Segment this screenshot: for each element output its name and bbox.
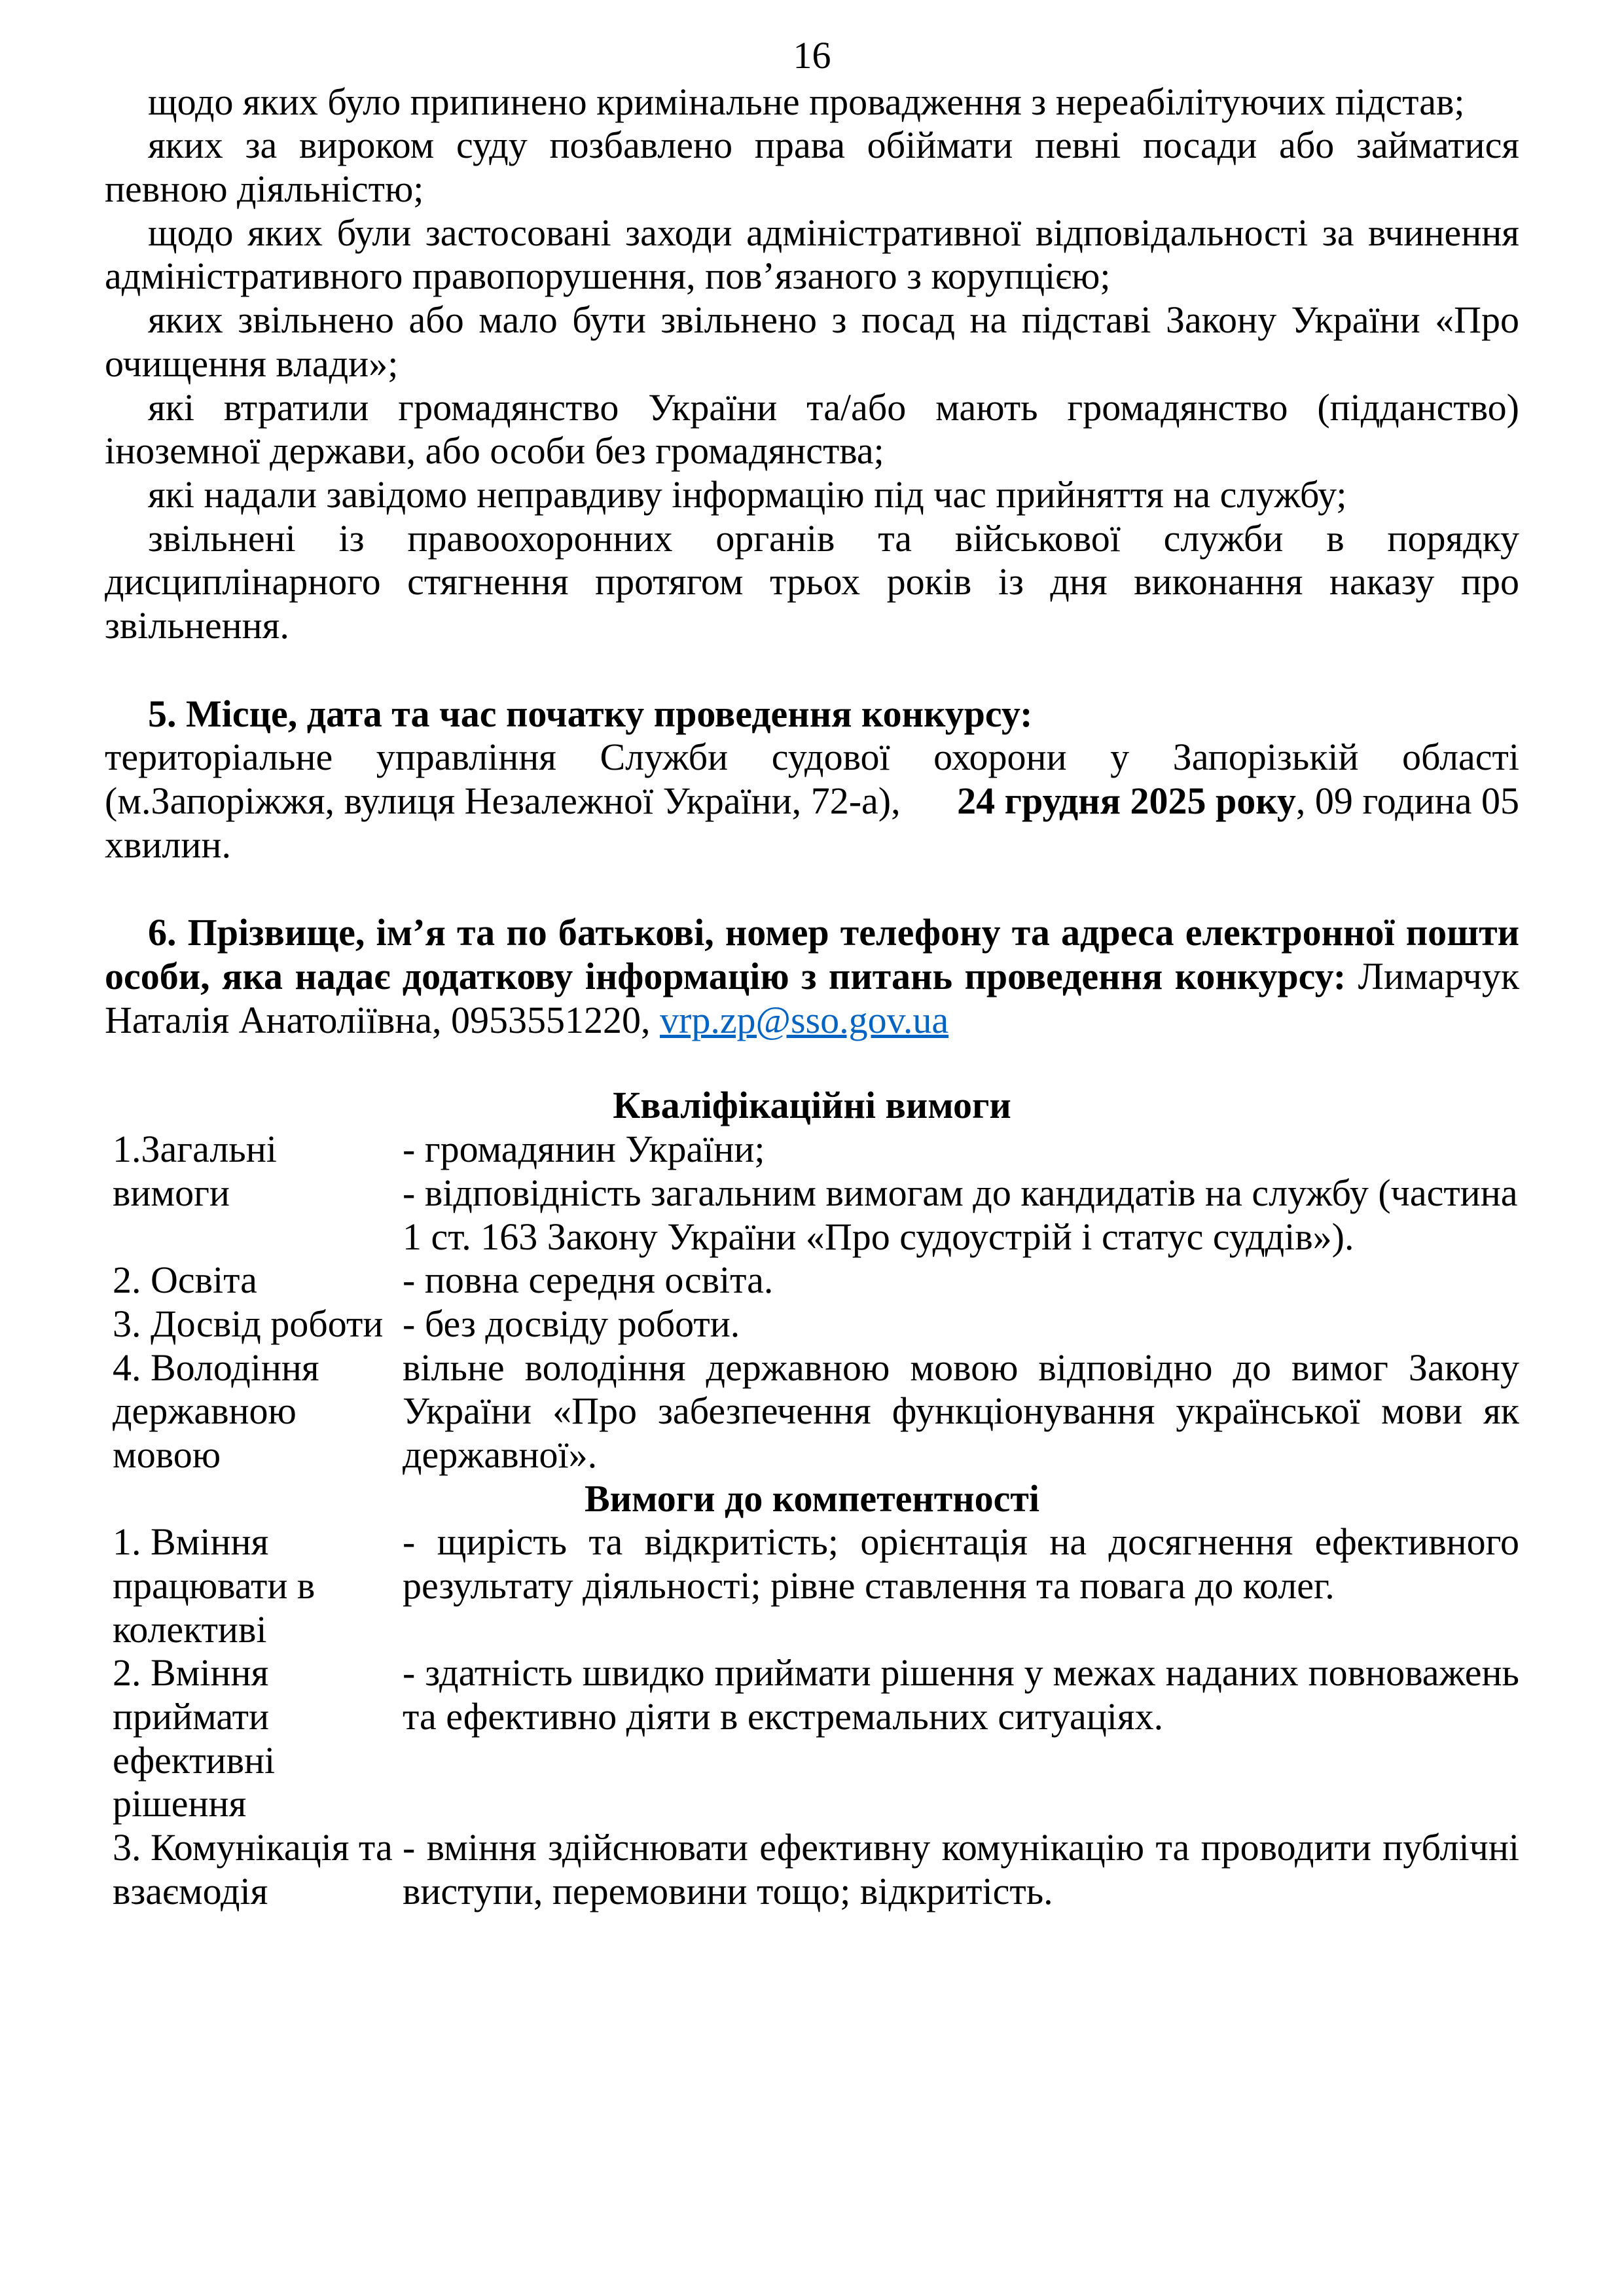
intro-paragraph-6: які надали завідомо неправдиву інформацію під час прийняття на службу;	[148, 473, 1347, 516]
table-row	[105, 1826, 1519, 1913]
requirement-item: - відповідність загальним вимогам до кандидатів на службу (частина 1 ст. 163 Закону України «Про судоустрій і статус суддів»).	[403, 1171, 1518, 1258]
competency-table	[105, 1520, 1519, 1913]
row-content	[403, 1346, 1519, 1477]
section6-paragraph	[105, 911, 1519, 1042]
row-content	[403, 1128, 1519, 1259]
row-label: 1. Вміння працювати в колективі	[113, 1520, 316, 1651]
table-row	[105, 1520, 1519, 1651]
row-label: 1.Загальні вимоги	[113, 1128, 277, 1214]
section5-body-tail: , 09 година 05 хвилин.	[105, 780, 1519, 866]
intro-paragraph-4: яких звільнено або мало бути звільнено з посад на підставі Закону України «Про очищення влади»;	[105, 298, 1519, 385]
section5-title: 5. Місце, дата та час початку проведення конкурсу:	[148, 692, 1033, 735]
row-content	[403, 1826, 1519, 1913]
table-row	[105, 1302, 1519, 1346]
requirement-item: - без досвіду роботи.	[403, 1302, 740, 1345]
section6-title: 6. Прізвище, ім’я та по батькові, номер телефону та адреса електронної пошти особи, яка надає додаткову інформацію з питань проведення конкурсу:	[105, 911, 1519, 998]
row-label: 2. Вміння приймати ефективні рішення	[113, 1651, 276, 1825]
requirement-item: - громадянин України;	[403, 1128, 765, 1171]
intro-paragraph-2: яких за вироком суду позбавлено права обіймати певні посади або займатися певною діяльністю;	[105, 124, 1519, 211]
row-label: 4. Володіння державною мовою	[113, 1346, 319, 1476]
requirement-item: вільне володіння державною мовою відповідно до вимог Закону України «Про забезпечення функціонування української мови як державної».	[403, 1346, 1519, 1476]
row-content	[403, 1651, 1519, 1826]
section-gap	[105, 867, 1519, 911]
row-label: 3. Комунікація та взаємодія	[113, 1826, 393, 1912]
row-content	[403, 1520, 1519, 1651]
section-gap	[105, 648, 1519, 692]
row-content	[403, 1259, 1519, 1302]
section-gap	[105, 1042, 1519, 1084]
intro-paragraph-1: щодо яких було припинено кримінальне провадження з нереабілітуючих підстав;	[148, 80, 1465, 123]
qualification-table	[105, 1128, 1519, 1477]
row-label: 2. Освіта	[113, 1259, 257, 1302]
competency-heading: Вимоги до компетентності	[584, 1477, 1040, 1520]
requirement-item: - здатність швидко приймати рішення у межах наданих повноважень та ефективно діяти в екстремальних ситуаціях.	[403, 1651, 1519, 1738]
requirement-item: - вміння здійснювати ефективну комунікацію та проводити публічні виступи, перемовини тощо; відкритість.	[403, 1826, 1519, 1912]
row-label: 3. Досвід роботи	[113, 1302, 384, 1345]
table-row	[105, 1346, 1519, 1477]
row-content	[403, 1302, 1519, 1346]
intro-paragraph-5: які втратили громадянство України та/або мають громадянство (підданство) іноземної держави, або особи без громадянства;	[105, 386, 1519, 473]
requirement-item: - повна середня освіта.	[403, 1259, 774, 1302]
requirement-item: - щирість та відкритість; орієнтація на досягнення ефективного результату діяльності; рівне ставлення та повага до колег.	[403, 1520, 1519, 1607]
section6-contact-text: Лимарчук Наталія Анатоліївна, 0953551220,	[105, 955, 1519, 1041]
section5-body	[105, 736, 1519, 867]
table-row	[105, 1259, 1519, 1302]
email-link[interactable]: vrp.zp@sso.gov.ua	[660, 998, 949, 1041]
qualification-heading: Кваліфікаційні вимоги	[613, 1084, 1011, 1127]
section5-date: 24 грудня 2025 року	[957, 780, 1296, 822]
intro-paragraph-7: звільнені із правоохоронних органів та військової служби в порядку дисциплінарного стягнення протягом трьох років із дня виконання наказу про звільнення.	[105, 516, 1519, 647]
section5-body-text: територіальне управління Служби судової охорони у Запорізькій області (м.Запоріжжя, вулиця Незалежної України, 72-а),	[105, 736, 1519, 822]
table-row	[105, 1128, 1519, 1259]
intro-paragraph-3: щодо яких були застосовані заходи адміністративної відповідальності за вчинення адміністративного правопорушення, пов’язаного з корупцією;	[105, 211, 1519, 298]
table-row	[105, 1651, 1519, 1826]
page-number: 16	[793, 34, 831, 77]
